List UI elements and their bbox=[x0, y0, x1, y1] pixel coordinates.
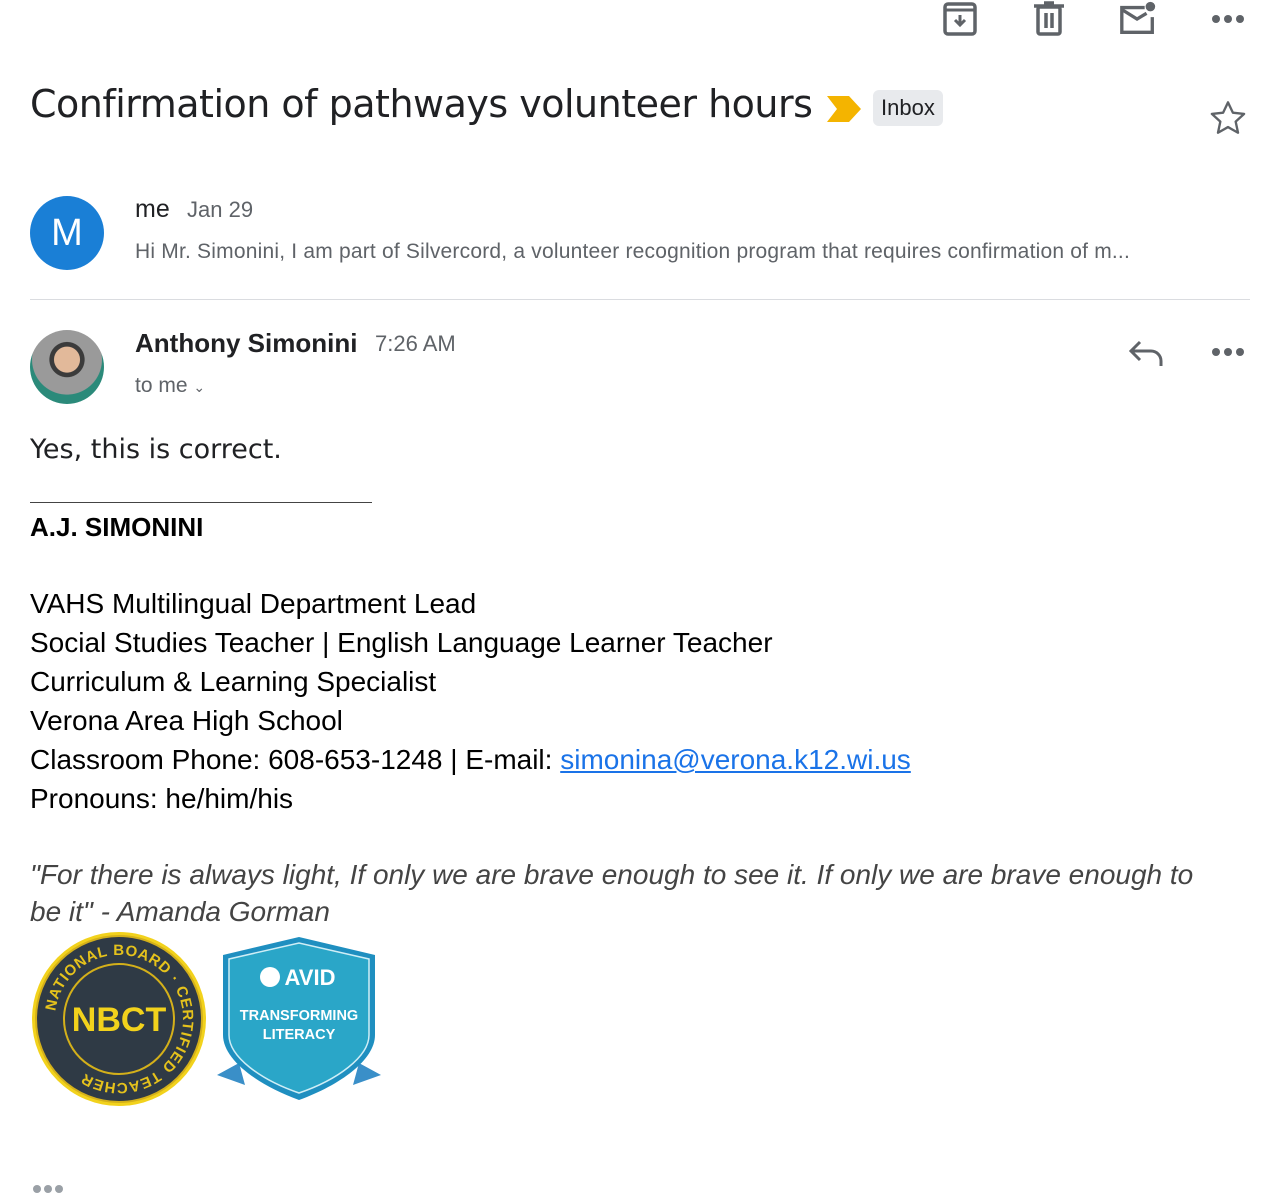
sender-avatar bbox=[30, 330, 104, 404]
show-trimmed-content-icon[interactable] bbox=[32, 1184, 66, 1194]
avid-badge bbox=[215, 935, 383, 1105]
message-body: Yes, this is correct. bbox=[30, 434, 282, 465]
signature-pronouns: Pronouns: he/him/his bbox=[30, 783, 294, 814]
sender-name: me bbox=[135, 195, 170, 223]
signature-lines bbox=[30, 584, 911, 818]
signature-quote: "For there is always light, If only we are brave enough to see it. If only we are brave enough to be it" - Amanda Gorman bbox=[30, 859, 1194, 927]
avid-text: AVID bbox=[284, 965, 336, 990]
signature-contact bbox=[30, 740, 911, 779]
nbct-badge bbox=[30, 930, 208, 1108]
important-marker-icon[interactable] bbox=[827, 96, 861, 122]
email-link[interactable]: simonina@verona.k12.wi.us bbox=[560, 744, 911, 775]
signature-name: A.J. SIMONINI bbox=[30, 512, 204, 542]
signature-rule bbox=[30, 502, 372, 503]
divider bbox=[30, 299, 1250, 300]
inbox-label[interactable]: Inbox bbox=[873, 90, 943, 126]
signature-specialty: Curriculum & Learning Specialist bbox=[30, 666, 437, 697]
phone-text: Classroom Phone: 608-653-1248 | E-mail: bbox=[30, 744, 561, 775]
recipient-toggle[interactable] bbox=[135, 374, 205, 398]
mark-unread-button[interactable] bbox=[1118, 0, 1158, 38]
archive-icon bbox=[942, 1, 978, 37]
avatar: M bbox=[30, 196, 104, 270]
signature-school: Verona Area High School bbox=[30, 705, 343, 736]
star-icon[interactable] bbox=[1209, 100, 1247, 136]
avid-subtitle: TRANSFORMING LITERACY bbox=[239, 1008, 359, 1043]
signature-title: VAHS Multilingual Department Lead bbox=[30, 588, 477, 619]
chevron-down-icon: ⌄ bbox=[193, 379, 206, 395]
nbct-ring-text: NATIONAL BOARD · CERTIFIED TEACHER bbox=[42, 941, 197, 1097]
sender-name: Anthony Simonini bbox=[135, 328, 358, 358]
trash-icon bbox=[1032, 1, 1066, 37]
reply-icon[interactable] bbox=[1128, 338, 1164, 368]
signature-role: Social Studies Teacher | English Language Learner Teacher bbox=[30, 627, 773, 658]
message-time: 7:26 AM bbox=[375, 331, 456, 356]
archive-button[interactable] bbox=[940, 0, 980, 38]
recipient-text: to me bbox=[135, 374, 188, 397]
more-icon bbox=[1211, 14, 1245, 24]
delete-button[interactable] bbox=[1029, 0, 1069, 38]
mark-unread-icon bbox=[1118, 1, 1158, 37]
message-date: Jan 29 bbox=[187, 197, 254, 222]
more-button[interactable] bbox=[1208, 0, 1248, 38]
nbct-text: NBCT bbox=[71, 1001, 167, 1039]
message-more-icon[interactable] bbox=[1211, 347, 1245, 357]
email-subject: Confirmation of pathways volunteer hours bbox=[30, 82, 813, 126]
message-snippet: Hi Mr. Simonini, I am part of Silvercord, a volunteer recognition program that requires confirmation of m... bbox=[135, 240, 1131, 263]
